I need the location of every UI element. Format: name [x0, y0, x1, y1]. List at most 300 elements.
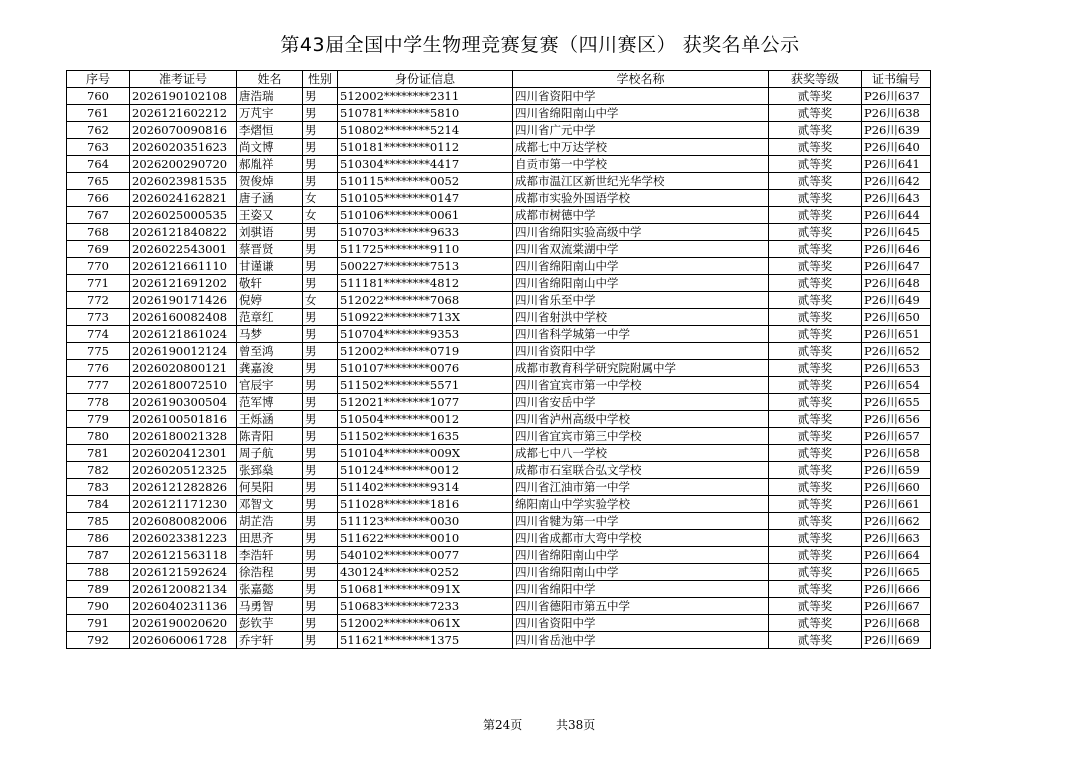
cell-award: 贰等奖 [769, 343, 862, 360]
cell-name: 唐子涵 [237, 190, 303, 207]
cell-index: 787 [67, 547, 130, 564]
cell-name: 贺俊焯 [237, 173, 303, 190]
cell-award: 贰等奖 [769, 598, 862, 615]
cell-index: 772 [67, 292, 130, 309]
cell-id-info: 510106********0061 [338, 207, 513, 224]
col-header-index: 序号 [67, 71, 130, 88]
cell-exam-id: 2026121661110 [130, 258, 237, 275]
cell-index: 791 [67, 615, 130, 632]
col-header-gender: 性别 [303, 71, 338, 88]
cell-index: 783 [67, 479, 130, 496]
cell-exam-id: 2026121563118 [130, 547, 237, 564]
cell-certificate: P26川654 [862, 377, 931, 394]
table-row [67, 173, 931, 190]
cell-certificate: P26川640 [862, 139, 931, 156]
cell-certificate: P26川647 [862, 258, 931, 275]
cell-certificate: P26川659 [862, 462, 931, 479]
cell-award: 贰等奖 [769, 581, 862, 598]
cell-gender: 女 [303, 190, 338, 207]
cell-index: 784 [67, 496, 130, 513]
cell-exam-id: 2026121282826 [130, 479, 237, 496]
cell-school: 四川省绵阳南山中学 [513, 275, 769, 292]
cell-certificate: P26川668 [862, 615, 931, 632]
cell-exam-id: 2026020800121 [130, 360, 237, 377]
cell-gender: 男 [303, 139, 338, 156]
col-header-school: 学校名称 [513, 71, 769, 88]
cell-award: 贰等奖 [769, 411, 862, 428]
cell-gender: 男 [303, 598, 338, 615]
cell-index: 767 [67, 207, 130, 224]
page-number: 第24页 [483, 718, 523, 732]
cell-award: 贰等奖 [769, 326, 862, 343]
cell-id-info: 512002********2311 [338, 88, 513, 105]
cell-certificate: P26川664 [862, 547, 931, 564]
cell-award: 贰等奖 [769, 360, 862, 377]
cell-index: 786 [67, 530, 130, 547]
cell-exam-id: 2026180072510 [130, 377, 237, 394]
cell-award: 贰等奖 [769, 309, 862, 326]
cell-award: 贰等奖 [769, 445, 862, 462]
cell-id-info: 512002********0719 [338, 343, 513, 360]
cell-school: 四川省绵阳南山中学 [513, 564, 769, 581]
col-header-certificate: 证书编号 [862, 71, 931, 88]
cell-name: 官辰宇 [237, 377, 303, 394]
table-row [67, 105, 931, 122]
cell-exam-id: 2026160082408 [130, 309, 237, 326]
cell-name: 马勇智 [237, 598, 303, 615]
cell-name: 乔宇轩 [237, 632, 303, 649]
cell-name: 郝胤祥 [237, 156, 303, 173]
cell-id-info: 430124********0252 [338, 564, 513, 581]
cell-name: 唐浩瑞 [237, 88, 303, 105]
cell-school: 成都市温江区新世纪光华学校 [513, 173, 769, 190]
cell-award: 贰等奖 [769, 513, 862, 530]
table-row [67, 309, 931, 326]
table-body [67, 88, 931, 649]
cell-school: 绵阳南山中学实验学校 [513, 496, 769, 513]
cell-id-info: 510304********4417 [338, 156, 513, 173]
cell-school: 四川省绵阳实验高级中学 [513, 224, 769, 241]
cell-id-info: 510105********0147 [338, 190, 513, 207]
cell-gender: 男 [303, 615, 338, 632]
cell-award: 贰等奖 [769, 139, 862, 156]
table-row [67, 343, 931, 360]
cell-certificate: P26川663 [862, 530, 931, 547]
cell-award: 贰等奖 [769, 530, 862, 547]
cell-id-info: 512022********7068 [338, 292, 513, 309]
cell-school: 四川省宜宾市第一中学校 [513, 377, 769, 394]
cell-award: 贰等奖 [769, 496, 862, 513]
cell-gender: 男 [303, 241, 338, 258]
table-row [67, 326, 931, 343]
cell-exam-id: 2026121861024 [130, 326, 237, 343]
cell-school: 四川省成都市大弯中学校 [513, 530, 769, 547]
cell-gender: 男 [303, 513, 338, 530]
cell-name: 甘谨谦 [237, 258, 303, 275]
table-row [67, 394, 931, 411]
cell-exam-id: 2026121592624 [130, 564, 237, 581]
cell-index: 781 [67, 445, 130, 462]
table-row [67, 411, 931, 428]
cell-certificate: P26川638 [862, 105, 931, 122]
cell-award: 贰等奖 [769, 224, 862, 241]
cell-certificate: P26川653 [862, 360, 931, 377]
cell-certificate: P26川642 [862, 173, 931, 190]
table-header-row [67, 71, 931, 88]
page-total: 共38页 [556, 718, 596, 732]
cell-certificate: P26川658 [862, 445, 931, 462]
cell-certificate: P26川665 [862, 564, 931, 581]
cell-name: 王烁涵 [237, 411, 303, 428]
cell-gender: 男 [303, 411, 338, 428]
table-row [67, 564, 931, 581]
cell-certificate: P26川669 [862, 632, 931, 649]
table-row [67, 122, 931, 139]
cell-school: 四川省绵阳中学 [513, 581, 769, 598]
cell-award: 贰等奖 [769, 88, 862, 105]
table-row [67, 496, 931, 513]
cell-index: 779 [67, 411, 130, 428]
cell-index: 777 [67, 377, 130, 394]
cell-school: 四川省科学城第一中学 [513, 326, 769, 343]
cell-certificate: P26川656 [862, 411, 931, 428]
cell-index: 785 [67, 513, 130, 530]
cell-index: 770 [67, 258, 130, 275]
cell-certificate: P26川650 [862, 309, 931, 326]
cell-index: 760 [67, 88, 130, 105]
cell-name: 蔡晋贤 [237, 241, 303, 258]
cell-id-info: 510781********5810 [338, 105, 513, 122]
cell-id-info: 510107********0076 [338, 360, 513, 377]
cell-certificate: P26川644 [862, 207, 931, 224]
cell-index: 766 [67, 190, 130, 207]
table-row [67, 598, 931, 615]
cell-school: 四川省江油市第一中学 [513, 479, 769, 496]
cell-id-info: 511028********1816 [338, 496, 513, 513]
table-row [67, 207, 931, 224]
cell-award: 贰等奖 [769, 394, 862, 411]
cell-name: 马梦 [237, 326, 303, 343]
cell-gender: 男 [303, 581, 338, 598]
table-row [67, 462, 931, 479]
cell-award: 贰等奖 [769, 632, 862, 649]
table-row [67, 156, 931, 173]
cell-school: 四川省资阳中学 [513, 343, 769, 360]
cell-certificate: P26川666 [862, 581, 931, 598]
table-row [67, 632, 931, 649]
cell-name: 周子航 [237, 445, 303, 462]
cell-id-info: 511123********0030 [338, 513, 513, 530]
cell-id-info: 510181********0112 [338, 139, 513, 156]
cell-index: 782 [67, 462, 130, 479]
cell-exam-id: 2026190102108 [130, 88, 237, 105]
table-row [67, 445, 931, 462]
cell-certificate: P26川661 [862, 496, 931, 513]
cell-award: 贰等奖 [769, 292, 862, 309]
cell-index: 788 [67, 564, 130, 581]
cell-index: 768 [67, 224, 130, 241]
cell-gender: 男 [303, 275, 338, 292]
cell-school: 四川省绵阳南山中学 [513, 105, 769, 122]
cell-school: 成都市教育科学研究院附属中学 [513, 360, 769, 377]
table-row [67, 258, 931, 275]
cell-certificate: P26川652 [862, 343, 931, 360]
cell-certificate: P26川657 [862, 428, 931, 445]
cell-gender: 男 [303, 445, 338, 462]
cell-award: 贰等奖 [769, 564, 862, 581]
table-row [67, 139, 931, 156]
cell-certificate: P26川641 [862, 156, 931, 173]
cell-exam-id: 2026023381223 [130, 530, 237, 547]
cell-gender: 男 [303, 105, 338, 122]
cell-certificate: P26川648 [862, 275, 931, 292]
cell-gender: 男 [303, 122, 338, 139]
cell-school: 四川省乐至中学 [513, 292, 769, 309]
cell-name: 张嘉懿 [237, 581, 303, 598]
cell-id-info: 540102********0077 [338, 547, 513, 564]
cell-school: 自贡市第一中学校 [513, 156, 769, 173]
cell-name: 陈青阳 [237, 428, 303, 445]
table-row [67, 547, 931, 564]
cell-award: 贰等奖 [769, 462, 862, 479]
cell-id-info: 510802********5214 [338, 122, 513, 139]
cell-school: 四川省绵阳南山中学 [513, 547, 769, 564]
cell-index: 773 [67, 309, 130, 326]
table-row [67, 292, 931, 309]
cell-name: 李浩轩 [237, 547, 303, 564]
cell-id-info: 510124********0012 [338, 462, 513, 479]
cell-certificate: P26川651 [862, 326, 931, 343]
cell-certificate: P26川637 [862, 88, 931, 105]
cell-exam-id: 2026020351623 [130, 139, 237, 156]
cell-exam-id: 2026190171426 [130, 292, 237, 309]
cell-name: 敬轩 [237, 275, 303, 292]
table-row [67, 581, 931, 598]
cell-award: 贰等奖 [769, 547, 862, 564]
cell-gender: 男 [303, 377, 338, 394]
cell-school: 四川省犍为第一中学 [513, 513, 769, 530]
cell-exam-id: 2026120082134 [130, 581, 237, 598]
page-title: 第43届全国中学生物理竞赛复赛（四川赛区） 获奖名单公示 [280, 34, 800, 56]
cell-id-info: 511502********5571 [338, 377, 513, 394]
table-row [67, 88, 931, 105]
cell-gender: 男 [303, 479, 338, 496]
cell-gender: 男 [303, 224, 338, 241]
cell-gender: 男 [303, 462, 338, 479]
cell-id-info: 510104********009X [338, 445, 513, 462]
cell-school: 四川省绵阳南山中学 [513, 258, 769, 275]
cell-exam-id: 2026022543001 [130, 241, 237, 258]
cell-index: 776 [67, 360, 130, 377]
cell-name: 李熠恒 [237, 122, 303, 139]
cell-id-info: 510681********091X [338, 581, 513, 598]
cell-exam-id: 2026200290720 [130, 156, 237, 173]
cell-name: 何昊阳 [237, 479, 303, 496]
col-header-name: 姓名 [237, 71, 303, 88]
cell-award: 贰等奖 [769, 105, 862, 122]
cell-index: 789 [67, 581, 130, 598]
cell-name: 张郅燊 [237, 462, 303, 479]
cell-id-info: 510683********7233 [338, 598, 513, 615]
cell-school: 四川省射洪中学校 [513, 309, 769, 326]
cell-id-info: 510703********9633 [338, 224, 513, 241]
cell-school: 成都七中万达学校 [513, 139, 769, 156]
table-row [67, 241, 931, 258]
cell-name: 徐浩程 [237, 564, 303, 581]
cell-gender: 男 [303, 547, 338, 564]
cell-id-info: 500227********7513 [338, 258, 513, 275]
cell-gender: 女 [303, 292, 338, 309]
col-header-exam-id: 准考证号 [130, 71, 237, 88]
cell-school: 四川省宜宾市第三中学校 [513, 428, 769, 445]
col-header-award: 获奖等级 [769, 71, 862, 88]
cell-exam-id: 2026190012124 [130, 343, 237, 360]
cell-id-info: 512021********1077 [338, 394, 513, 411]
table-row [67, 190, 931, 207]
table-row [67, 479, 931, 496]
cell-index: 774 [67, 326, 130, 343]
table-row [67, 275, 931, 292]
cell-exam-id: 2026020412301 [130, 445, 237, 462]
cell-id-info: 510504********0012 [338, 411, 513, 428]
cell-index: 792 [67, 632, 130, 649]
cell-gender: 男 [303, 360, 338, 377]
cell-gender: 男 [303, 394, 338, 411]
cell-school: 四川省泸州高级中学校 [513, 411, 769, 428]
cell-certificate: P26川667 [862, 598, 931, 615]
cell-exam-id: 2026023981535 [130, 173, 237, 190]
cell-id-info: 511402********9314 [338, 479, 513, 496]
cell-school: 四川省岳池中学 [513, 632, 769, 649]
cell-school: 成都市树德中学 [513, 207, 769, 224]
cell-id-info: 511621********1375 [338, 632, 513, 649]
cell-exam-id: 2026020512325 [130, 462, 237, 479]
cell-id-info: 511181********4812 [338, 275, 513, 292]
cell-exam-id: 2026070090816 [130, 122, 237, 139]
table-row [67, 224, 931, 241]
cell-exam-id: 2026060061728 [130, 632, 237, 649]
cell-certificate: P26川639 [862, 122, 931, 139]
cell-index: 790 [67, 598, 130, 615]
cell-award: 贰等奖 [769, 275, 862, 292]
cell-id-info: 510922********713X [338, 309, 513, 326]
table-row [67, 615, 931, 632]
cell-index: 780 [67, 428, 130, 445]
cell-gender: 男 [303, 428, 338, 445]
cell-gender: 男 [303, 632, 338, 649]
award-table [66, 70, 931, 649]
cell-certificate: P26川649 [862, 292, 931, 309]
cell-award: 贰等奖 [769, 428, 862, 445]
cell-name: 范章红 [237, 309, 303, 326]
table-row [67, 428, 931, 445]
cell-index: 762 [67, 122, 130, 139]
cell-award: 贰等奖 [769, 122, 862, 139]
cell-certificate: P26川662 [862, 513, 931, 530]
cell-exam-id: 2026024162821 [130, 190, 237, 207]
cell-name: 龚嘉浚 [237, 360, 303, 377]
cell-school: 四川省资阳中学 [513, 615, 769, 632]
cell-name: 万芃宇 [237, 105, 303, 122]
cell-school: 四川省安岳中学 [513, 394, 769, 411]
cell-exam-id: 2026190300504 [130, 394, 237, 411]
table-row [67, 513, 931, 530]
cell-school: 成都市石室联合弘文学校 [513, 462, 769, 479]
cell-name: 胡芷浩 [237, 513, 303, 530]
cell-index: 761 [67, 105, 130, 122]
cell-exam-id: 2026025000535 [130, 207, 237, 224]
cell-school: 成都市实验外国语学校 [513, 190, 769, 207]
cell-name: 田思齐 [237, 530, 303, 547]
cell-award: 贰等奖 [769, 190, 862, 207]
cell-index: 771 [67, 275, 130, 292]
cell-gender: 男 [303, 496, 338, 513]
cell-award: 贰等奖 [769, 207, 862, 224]
cell-gender: 男 [303, 173, 338, 190]
cell-gender: 男 [303, 343, 338, 360]
cell-gender: 男 [303, 258, 338, 275]
cell-id-info: 510704********9353 [338, 326, 513, 343]
cell-index: 775 [67, 343, 130, 360]
cell-school: 四川省双流棠湖中学 [513, 241, 769, 258]
cell-award: 贰等奖 [769, 241, 862, 258]
cell-name: 刘骐语 [237, 224, 303, 241]
cell-id-info: 510115********0052 [338, 173, 513, 190]
table-row [67, 530, 931, 547]
cell-school: 四川省广元中学 [513, 122, 769, 139]
cell-school: 成都七中八一学校 [513, 445, 769, 462]
cell-index: 763 [67, 139, 130, 156]
cell-school: 四川省德阳市第五中学 [513, 598, 769, 615]
cell-index: 778 [67, 394, 130, 411]
cell-exam-id: 2026040231136 [130, 598, 237, 615]
cell-name: 范军博 [237, 394, 303, 411]
cell-certificate: P26川660 [862, 479, 931, 496]
cell-name: 彭钦芋 [237, 615, 303, 632]
cell-award: 贰等奖 [769, 377, 862, 394]
cell-gender: 男 [303, 326, 338, 343]
cell-exam-id: 2026180021328 [130, 428, 237, 445]
cell-index: 765 [67, 173, 130, 190]
cell-id-info: 512002********061X [338, 615, 513, 632]
cell-exam-id: 2026121171230 [130, 496, 237, 513]
cell-gender: 男 [303, 564, 338, 581]
cell-gender: 男 [303, 156, 338, 173]
cell-award: 贰等奖 [769, 615, 862, 632]
table-row [67, 377, 931, 394]
cell-id-info: 511502********1635 [338, 428, 513, 445]
col-header-id-info: 身份证信息 [338, 71, 513, 88]
cell-certificate: P26川646 [862, 241, 931, 258]
cell-exam-id: 2026080082006 [130, 513, 237, 530]
cell-gender: 男 [303, 309, 338, 326]
cell-name: 邓智文 [237, 496, 303, 513]
cell-name: 曾至鸿 [237, 343, 303, 360]
cell-exam-id: 2026190020620 [130, 615, 237, 632]
cell-index: 769 [67, 241, 130, 258]
cell-exam-id: 2026121602212 [130, 105, 237, 122]
table-row [67, 360, 931, 377]
cell-id-info: 511725********9110 [338, 241, 513, 258]
cell-certificate: P26川655 [862, 394, 931, 411]
cell-certificate: P26川643 [862, 190, 931, 207]
cell-exam-id: 2026121840822 [130, 224, 237, 241]
cell-id-info: 511622********0010 [338, 530, 513, 547]
cell-name: 王姿又 [237, 207, 303, 224]
cell-gender: 男 [303, 530, 338, 547]
cell-name: 尚文博 [237, 139, 303, 156]
cell-award: 贰等奖 [769, 258, 862, 275]
